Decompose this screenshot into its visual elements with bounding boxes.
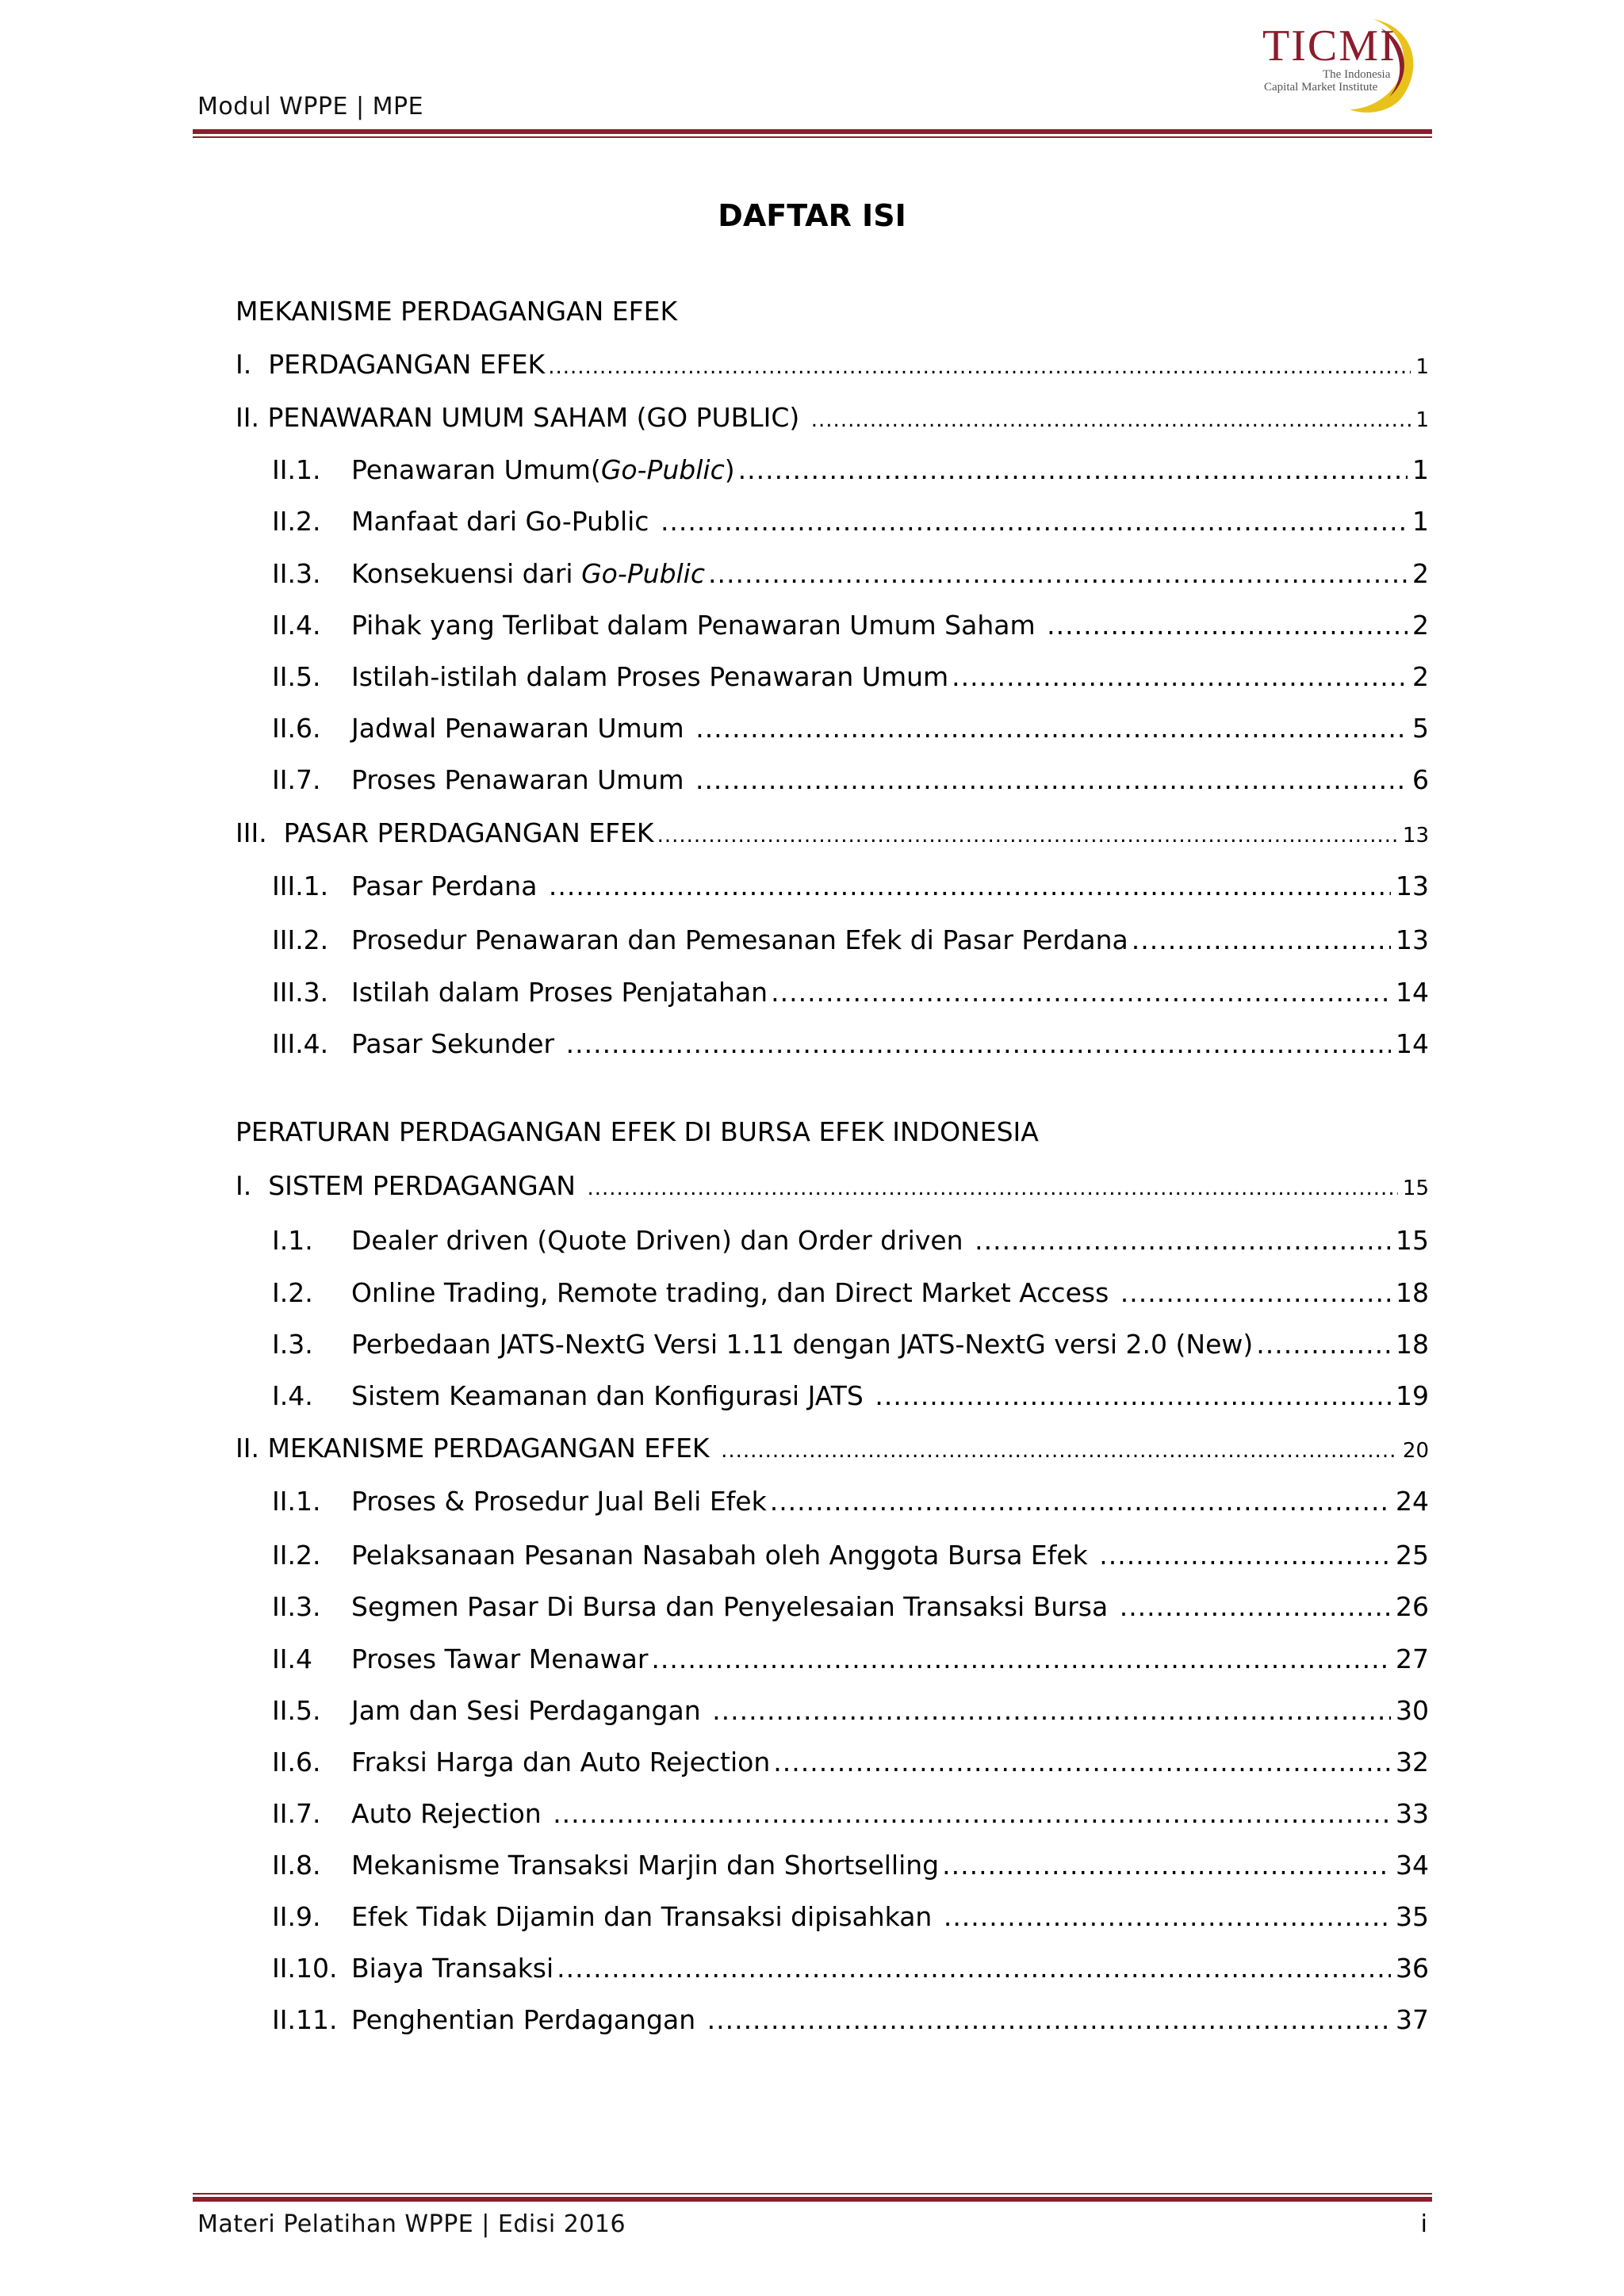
toc-entry[interactable]: [272, 454, 1429, 492]
toc-entry-number: II.4.: [272, 610, 321, 641]
toc-entry-number: II.7.: [272, 1798, 321, 1829]
toc-entry-page: 13: [1396, 924, 1429, 955]
toc-entry-number: I.2.: [272, 1277, 313, 1308]
dot-leader: [651, 1644, 1391, 1674]
toc-entry-number: II.1.: [272, 454, 321, 485]
toc-entry-label: Pasar Sekunder: [351, 1028, 563, 1059]
logo-subtitle-2: Capital Market Institute: [1264, 81, 1378, 94]
toc-entry-label: Manfaat dari Go-Public: [351, 506, 657, 537]
dot-leader: [773, 1747, 1391, 1777]
toc-entry[interactable]: [272, 1747, 1429, 1785]
toc-entry-number: II.1.: [272, 1486, 321, 1517]
dot-leader: [952, 661, 1408, 692]
toc-entry-label: Proses & Prosedur Jual Beli Efek: [351, 1486, 767, 1517]
toc-entry[interactable]: [272, 2004, 1429, 2042]
toc-entry-label: MEKANISME PERDAGANGAN EFEK: [267, 1433, 718, 1464]
toc-entry-label: SISTEM PERDAGANGAN: [268, 1170, 584, 1201]
header-rule-thin: [193, 136, 1432, 138]
dot-leader: [695, 764, 1408, 795]
toc-entry[interactable]: [272, 1486, 1429, 1524]
toc-entry-number: I.4.: [272, 1380, 313, 1411]
dot-leader: [566, 1028, 1391, 1059]
toc-entry-page: 2: [1412, 610, 1429, 641]
toc-entry-page: 27: [1396, 1644, 1429, 1674]
dot-leader: [548, 355, 1411, 379]
toc-entry-label: PASAR PERDAGANGAN EFEK: [283, 817, 654, 848]
dot-leader: [811, 408, 1411, 432]
dot-leader: [942, 1850, 1391, 1881]
toc-entry-number: III.: [236, 817, 284, 848]
toc-entry[interactable]: [272, 764, 1429, 802]
toc-entry[interactable]: [272, 506, 1429, 544]
toc-entry[interactable]: [272, 1644, 1429, 1682]
toc-entry-number: II.8.: [272, 1850, 321, 1881]
toc-entry-page: 33: [1396, 1798, 1429, 1829]
toc-entry-page: 1: [1415, 408, 1429, 432]
logo-wordmark: TICMI: [1262, 21, 1396, 71]
dot-leader: [661, 506, 1408, 537]
dot-leader: [708, 558, 1408, 589]
toc-entry-label: Sistem Keamanan dan Konfigurasi JATS: [351, 1380, 872, 1411]
toc-entry[interactable]: [272, 1695, 1429, 1733]
dot-leader: [738, 454, 1408, 485]
toc-entry-label: Prosedur Penawaran dan Pemesanan Efek di Pasar Perdana: [351, 924, 1128, 955]
toc-entry[interactable]: [272, 1591, 1429, 1629]
toc-entry-number: III.2.: [272, 924, 329, 955]
toc-entry-number: II.10.: [272, 1953, 338, 1984]
toc-entry[interactable]: [236, 1433, 1429, 1471]
toc-entry-page: 1: [1415, 355, 1429, 379]
toc-entry-label: Penghentian Perdagangan: [351, 2004, 704, 2035]
dot-leader: [557, 1953, 1391, 1984]
toc-entry-page: 13: [1402, 824, 1429, 848]
toc-entry-label: Pelaksanaan Pesanan Nasabah oleh Anggota Bursa Efek: [351, 1540, 1097, 1571]
toc-entry-page: 2: [1412, 661, 1429, 692]
logo-subtitle-1: The Indonesia: [1323, 68, 1391, 81]
toc-entry-label: Pihak yang Terlibat dalam Penawaran Umum Saham: [351, 610, 1044, 641]
section-title: MEKANISME PERDAGANGAN EFEK: [236, 296, 678, 327]
toc-entry-page: 1: [1412, 454, 1429, 485]
toc-entry[interactable]: [272, 1277, 1429, 1315]
dot-leader: [975, 1225, 1391, 1256]
section-title: PERATURAN PERDAGANGAN EFEK DI BURSA EFEK INDONESIA: [236, 1116, 1039, 1147]
toc-entry-page: 6: [1412, 764, 1429, 795]
toc-entry[interactable]: [236, 402, 1429, 440]
toc-entry[interactable]: [272, 1953, 1429, 1991]
toc-entry-label: Dealer driven (Quote Driven) dan Order driven: [351, 1225, 972, 1256]
footer-rule-thick: [193, 2197, 1432, 2202]
toc-entry[interactable]: [272, 558, 1429, 596]
dot-leader: [771, 977, 1391, 1008]
toc-entry-number: II.5.: [272, 661, 321, 692]
toc-entry-label: Mekanisme Transaksi Marjin dan Shortselling: [351, 1850, 940, 1881]
dot-leader: [770, 1486, 1391, 1517]
toc-entry-label: Auto Rejection: [351, 1798, 550, 1829]
toc-entry-number: II.2.: [272, 506, 321, 537]
toc-entry-number: II.2.: [272, 1540, 321, 1571]
dot-leader: [712, 1695, 1391, 1726]
dot-leader: [587, 1177, 1397, 1200]
dot-leader: [875, 1380, 1391, 1411]
toc-entry[interactable]: [272, 1028, 1429, 1066]
toc-entry-number: II.5.: [272, 1695, 321, 1726]
toc-entry-label: Istilah dalam Proses Penjatahan: [351, 977, 768, 1008]
toc-entry-label: Perbedaan JATS-NextG Versi 1.11 dengan JATS-NextG versi 2.0 (New): [351, 1329, 1254, 1360]
toc-entry-label: Jadwal Penawaran Umum: [351, 713, 693, 744]
toc-entry-label: Proses Penawaran Umum: [351, 764, 692, 795]
toc-entry[interactable]: [272, 713, 1429, 751]
toc-entry-label: Proses Tawar Menawar: [351, 1644, 649, 1674]
toc-entry-page: 18: [1396, 1277, 1429, 1308]
toc-entry-number: II.3.: [272, 558, 321, 589]
toc-entry[interactable]: [272, 871, 1429, 909]
toc-entry[interactable]: [272, 1798, 1429, 1836]
toc-entry[interactable]: [272, 924, 1429, 962]
toc-entry-number: II.3.: [272, 1591, 321, 1622]
toc-entry[interactable]: [272, 1901, 1429, 1939]
toc-entry-number: II.11.: [272, 2004, 338, 2035]
dot-leader: [721, 1439, 1398, 1463]
toc-entry[interactable]: [272, 1329, 1429, 1367]
toc-entry-page: 15: [1396, 1225, 1429, 1256]
toc-entry-label: Online Trading, Remote trading, dan Direct Market Access: [351, 1277, 1117, 1308]
toc-entry-page: 18: [1396, 1329, 1429, 1360]
toc-entry-label: Pasar Perdana: [351, 871, 546, 901]
dot-leader: [1132, 924, 1391, 955]
toc-entry-number: III.4.: [272, 1028, 329, 1059]
toc-entry-page: 5: [1412, 713, 1429, 744]
toc-entry[interactable]: [272, 977, 1429, 1015]
toc-entry[interactable]: [236, 349, 1429, 387]
toc-entry-label: Penawaran Umum(Go-Public): [351, 454, 735, 485]
toc-entry-number: III.3.: [272, 977, 329, 1008]
dot-leader: [707, 2004, 1391, 2035]
running-header: Modul WPPE | MPE: [197, 93, 424, 121]
dot-leader: [1047, 610, 1408, 641]
toc-entry-number: II.6.: [272, 713, 321, 744]
toc-entry[interactable]: [272, 1850, 1429, 1888]
dot-leader: [553, 1798, 1391, 1829]
dot-leader: [1120, 1277, 1391, 1308]
toc-entry-page: 34: [1396, 1850, 1429, 1881]
toc-entry-page: 20: [1402, 1439, 1429, 1463]
toc-entry-number: I.: [236, 1170, 269, 1201]
ticmi-logo: [1254, 11, 1429, 118]
toc-entry[interactable]: [272, 1225, 1429, 1263]
dot-leader: [1099, 1540, 1391, 1571]
toc-entry-page: 15: [1402, 1177, 1429, 1200]
toc-entry-number: II.7.: [272, 764, 321, 795]
toc-entry[interactable]: [236, 817, 1429, 855]
dot-leader: [1256, 1329, 1391, 1360]
toc-entry-number: I.1.: [272, 1225, 313, 1256]
toc-entry-page: 30: [1396, 1695, 1429, 1726]
page-title: DAFTAR ISI: [718, 198, 906, 233]
toc-entry-page: 1: [1412, 506, 1429, 537]
toc-entry-number: II.9.: [272, 1901, 321, 1932]
toc-entry-page: 32: [1396, 1747, 1429, 1777]
toc-entry-page: 24: [1396, 1486, 1429, 1517]
toc-entry-number: II.: [236, 402, 268, 433]
toc-entry[interactable]: [236, 1170, 1429, 1208]
toc-entry-number: III.1.: [272, 871, 329, 901]
toc-entry-label: Biaya Transaksi: [351, 1953, 554, 1984]
toc-entry-label: Istilah-istilah dalam Proses Penawaran Umum: [351, 661, 949, 692]
toc-entry-page: 25: [1396, 1540, 1429, 1571]
page-number: i: [1420, 2210, 1427, 2238]
toc-entry-page: 37: [1396, 2004, 1429, 2035]
toc-entry-number: I.: [236, 349, 269, 380]
toc-entry-page: 14: [1396, 1028, 1429, 1059]
toc-entry[interactable]: [272, 1380, 1429, 1418]
toc-entry-page: 26: [1396, 1591, 1429, 1622]
toc-entry-number: II.6.: [272, 1747, 321, 1777]
header-rule-thick: [193, 129, 1432, 134]
toc-entry-page: 35: [1396, 1901, 1429, 1932]
toc-entry-page: 14: [1396, 977, 1429, 1008]
dot-leader: [695, 713, 1408, 744]
toc-entry-page: 2: [1412, 558, 1429, 589]
toc-entry-number: II.4: [272, 1644, 312, 1674]
toc-entry-page: 19: [1396, 1380, 1429, 1411]
toc-entry[interactable]: [272, 1540, 1429, 1578]
dot-leader: [657, 824, 1398, 848]
toc-entry-label: Segmen Pasar Di Bursa dan Penyelesaian Transaksi Bursa: [351, 1591, 1116, 1622]
dot-leader: [944, 1901, 1391, 1932]
toc-entry-label: Jam dan Sesi Perdagangan: [351, 1695, 710, 1726]
toc-entry-label: PENAWARAN UMUM SAHAM (GO PUBLIC): [267, 402, 808, 433]
toc-entry-label: Efek Tidak Dijamin dan Transaksi dipisahkan: [351, 1901, 940, 1932]
toc-entry-label: Fraksi Harga dan Auto Rejection: [351, 1747, 771, 1777]
toc-entry[interactable]: [272, 661, 1429, 699]
toc-entry-number: I.3.: [272, 1329, 313, 1360]
toc-entry-page: 13: [1396, 871, 1429, 901]
toc-entry-page: 36: [1396, 1953, 1429, 1984]
footer-rule-thin: [193, 2193, 1432, 2195]
dot-leader: [549, 871, 1391, 901]
dot-leader: [1120, 1591, 1391, 1622]
toc-entry-number: II.: [236, 1433, 268, 1464]
toc-entry-label: Konsekuensi dari Go-Public: [351, 558, 705, 589]
toc-entry-label: PERDAGANGAN EFEK: [268, 349, 546, 380]
running-footer: Materi Pelatihan WPPE | Edisi 2016: [197, 2210, 626, 2238]
toc-entry[interactable]: [272, 610, 1429, 648]
